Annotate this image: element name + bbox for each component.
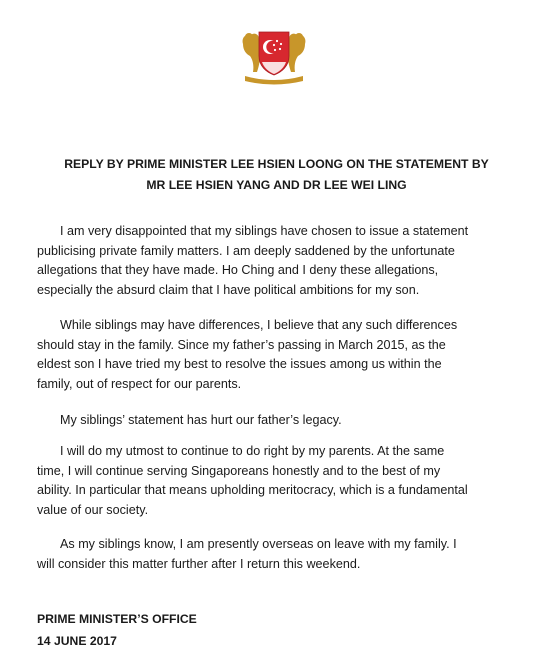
paragraph-line: I will do my utmost to continue to do right by my parents. At the same: [60, 444, 445, 458]
paragraph-line: will consider this matter further after I return this weekend.: [37, 556, 361, 571]
paragraph-1: [37, 222, 517, 300]
paragraph-line: especially the absurd claim that I have political ambitions for my son.: [37, 282, 420, 297]
paragraph-line: ability. In particular that means upholding meritocracy, which is a fundamental: [37, 483, 468, 497]
paragraph-line: value of our society.: [37, 502, 149, 517]
paragraph-line: time, I will continue serving Singaporeans honestly and to the best of my: [37, 463, 441, 478]
statement-title-line-2: MR LEE HSIEN YANG AND DR LEE WEI LING: [146, 178, 407, 192]
signature-office: PRIME MINISTER’S OFFICE: [37, 612, 197, 626]
paragraph-5: [37, 535, 517, 574]
paragraph-line: should stay in the family. Since my father’s passing in March 2015, as the: [37, 337, 446, 352]
signature-date: 14 JUNE 2017: [37, 634, 117, 648]
paragraph-line: eldest son I have tried my best to resolve the issues among us within the: [37, 357, 442, 371]
paragraph-line: family, out of respect for our parents.: [37, 376, 242, 391]
statement-title-line-1: REPLY BY PRIME MINISTER LEE HSIEN LOONG ON THE STATEMENT BY: [64, 157, 489, 171]
paragraph-line: While siblings may have differences, I believe that any such differences: [60, 318, 458, 332]
paragraph-3: [37, 411, 517, 431]
paragraph-line: publicising private family matters. I am deeply saddened by the unfortunate: [37, 243, 455, 258]
paragraph-line: As my siblings know, I am presently overseas on leave with my family. I: [60, 537, 457, 551]
paragraph-line: allegations that they have made. Ho Ching and I deny these allegations,: [37, 263, 439, 277]
paragraph-4: [37, 442, 517, 520]
paragraph-line: My siblings’ statement has hurt our father’s legacy.: [60, 413, 342, 427]
paragraph-line: I am very disappointed that my siblings have chosen to issue a statement: [60, 224, 469, 238]
coat-of-arms-icon: [237, 26, 311, 88]
paragraph-2: [37, 316, 517, 394]
